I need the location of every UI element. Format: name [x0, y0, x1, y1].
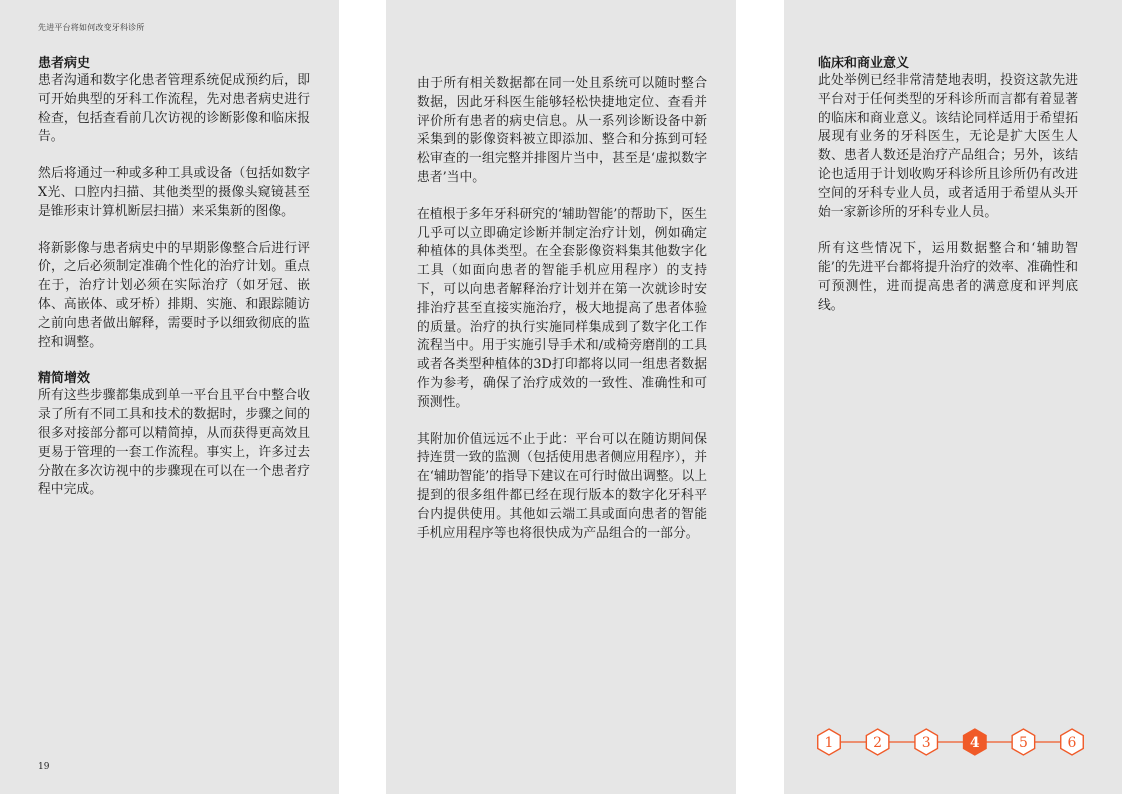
step-label-1: 1 [824, 735, 834, 751]
section-heading: 临床和商业意义 [818, 56, 910, 71]
paragraph: 将新影像与患者病史中的早期影像整合后进行评价，之后必须制定准确个性化的治疗计划。重点在于，治疗计划必须在实际治疗（如牙冠、嵌体、高嵌体、或牙桥）排期、实施、和跟踪随访之前向患者做出解释，需要时予以细致彻底的监控和调整。 [38, 240, 310, 350]
paragraph: 由于所有相关数据都在同一处且系统可以随时整合数据，因此牙科医生能够轻松快捷地定位、查看并评价所有患者的病史信息。从一系列诊断设备中新采集到的影像资料被立即添加、整合和分拣到可轻松审查的一组完整并排图片当中，甚至是‘虚拟数字患者’当中。 [417, 76, 707, 185]
step-label-3: 3 [921, 735, 931, 751]
left-column [38, 55, 310, 518]
step-label-6: 6 [1067, 735, 1077, 751]
left-panel [0, 0, 339, 794]
paragraph: 所有这些情况下，运用数据整合和‘辅助智能’的先进平台都将提升治疗的效率、准确性和可预测性，进而提高患者的满意度和评判底线。 [818, 241, 1079, 313]
paragraph: 所有这些步骤都集成到单一平台且平台中整合收录了所有不同工具和技术的数据时，步骤之间的很多对接部分都可以精简掉，从而获得更高效且更易于管理的一套工作流程。事实上，许多过去分散在多次访视中的步骤现在可以在一个患者疗程中完成。 [38, 388, 310, 498]
paragraph: 其附加价值远远不止于此：平台可以在随访期间保持连贯一致的监测（包括使用患者侧应用程序），并在‘辅助智能’的指导下建议在可行时做出调整。以上提到的很多组件都已经在现行版本的数字化牙科平台内提供使用。其他如云端工具或面向患者的智能手机应用程序等也将很快成为产品组合的一部分。 [417, 431, 707, 541]
right-panel [784, 0, 1122, 794]
step-label-2: 2 [873, 735, 883, 751]
paragraph: 在植根于多年牙科研究的‘辅助智能’的帮助下，医生几乎可以立即确定诊断并制定治疗计划，例如确定种植体的具体类型。在全套影像资料集其他数字化工具（如面向患者的智能手机应用程序）的支持下，可以向患者解释治疗计划并在第一次就诊时安排治疗甚至直接实施治疗，极大地提高了患者体验的质量。治疗的执行实施同样集成到了数字化工作流程当中。用于实施引导手术和/或椅旁磨削的工具或者各类型种植体的3D打印都将以同一组患者数据作为参考，确保了治疗成效的一致性、准确性和可预测性。 [417, 206, 707, 410]
section-heading: 患者病史 [38, 56, 91, 71]
paragraph: 此处举例已经非常清楚地表明，投资这款先进平台对于任何类型的牙科诊所而言都有着显著的临床和商业意义。该结论同样适用于希望拓展现有业务的牙科医生，无论是扩大医生人数、患者人数还是治疗产品组合；另外，该结论也适用于计划收购牙科诊所且诊所仍有改进空间的牙科专业人员，或者适用于希望从头开始一家新诊所的牙科专业人员。 [818, 73, 1078, 220]
section-heading: 精简增效 [38, 371, 91, 387]
section-streamlining [38, 370, 310, 500]
section-patient-history [38, 55, 310, 352]
step-label-4: 4 [969, 735, 980, 751]
page-number: 19 [38, 762, 50, 772]
right-column [818, 55, 1078, 334]
stepper-graphic [816, 724, 1086, 760]
page-stepper [816, 724, 1086, 760]
step-label-5: 5 [1018, 735, 1028, 751]
paragraph: 患者沟通和数字化患者管理系统促成预约后，即可开始典型的牙科工作流程，先对患者病史进行检查，包括查看前几次访视的诊断影像和临床报告。 [38, 73, 310, 145]
middle-panel [386, 0, 736, 794]
running-header: 先进平台将如何改变牙科诊所 [38, 23, 145, 32]
middle-column [417, 75, 707, 561]
paragraph: 然后将通过一种或多种工具或设备（包括如数字X光、口腔内扫描、其他类型的摄像头窥镜甚至是锥形束计算机断层扫描）来采集新的图像。 [38, 166, 310, 219]
